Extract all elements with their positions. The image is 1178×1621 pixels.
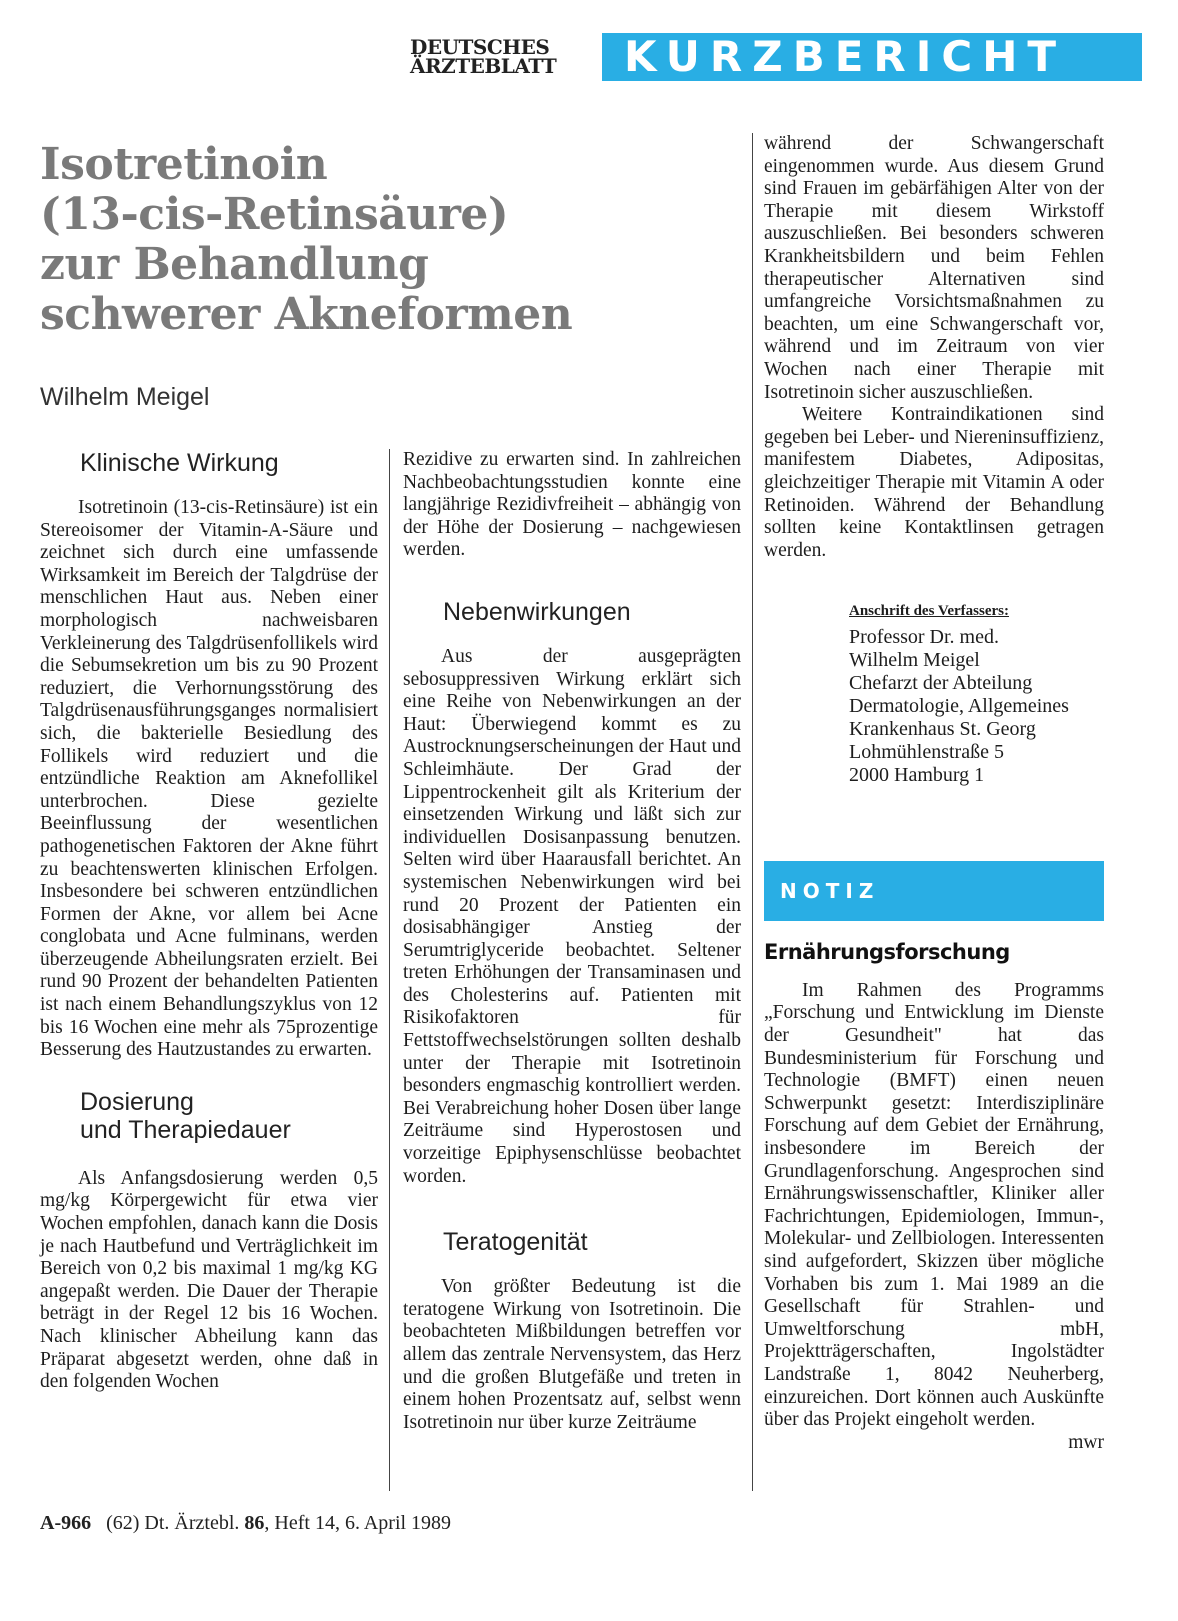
address-line: Dermatologie, Allgemeines: [849, 695, 1069, 718]
body-paragraph: Als Anfangsdosierung werden 0,5 mg/kg Körpergewicht für etwa vier Wochen empfohlen, danach kann die Dosis je nach Hautbefund und Verträglichkeit im Bereich von 0,2 bis maximal 1 mg/kg KG angepaßt werden. Die Dauer der Therapie beträgt in der Regel 12 bis 16 Wochen. Nach klinischer Abheilung kann das Präparat abgesetzt werden, ohne daß in den folgenden Wochen: [40, 1167, 378, 1393]
body-paragraph: während der Schwangerschaft eingenommen wurde. Aus diesem Grund sind Frauen im gebärfähigen Alter von der Therapie mit diesem Wirkstoff auszuschließen. Bei besonders schweren Krankheitsbildern und beim Fehlen therapeutischer Alternativen sind umfangreiche Vorsichtsmaßnahmen zu beachten, um eine Schwangerschaft vor, während und im Zeitraum von vier Wochen nach einer Therapie mit Isotretinoin sicher auszuschließen.: [764, 133, 1104, 403]
notiz-body: Im Rahmen des Programms „Forschung und Entwicklung im Dienste der Gesundheit" hat das Bundesministerium für Forschung und Technologie (BMFT) einen neuen Schwerpunkt gesetzt: Interdisziplinäre Forschung auf dem Gebiet der Ernährung, insbesondere im Bereich der Grundlagenforschung. Angesprochen sind Ernährungswissenschaftler, Kliniker aller Fachrichtungen, Epidemiologen, Immun-, Molekular- und Zellbiologen. Interessenten sind aufgefordert, Skizzen über mögliche Vorhaben bis zum 1. Mai 1989 an die Gesellschaft für Strahlen- und Umweltforschung mbH, Projektträgerschaften, Ingolstädter Landstraße 1, 8042 Neuherberg, einzureichen. Dort können auch Auskünfte über das Projekt eingeholt werden.: [764, 979, 1104, 1431]
page-footer: [40, 1512, 451, 1535]
address-line: Lohmühlenstraße 5: [849, 741, 1004, 764]
article-title: [40, 140, 680, 340]
journal-masthead: [410, 35, 580, 78]
title-line: zur Behandlung: [40, 239, 429, 290]
title-line: (13-cis-Retinsäure): [40, 189, 509, 240]
address-line: Professor Dr. med.: [849, 626, 999, 649]
article-author: Wilhelm Meigel: [40, 383, 210, 411]
section-heading: Nebenwirkungen: [443, 597, 631, 626]
address-line: Chefarzt der Abteilung: [849, 672, 1033, 695]
body-paragraph: Isotretinoin (13-cis-Retinsäure) ist ein Stereoisomer der Vitamin-A-Säure und zeichnet sich durch eine umfassende Wirksamkeit im Bereich der Talgdrüse der menschlichen Haut aus. Neben einer morphologisch nachweisbaren Verkleinerung des Talgdrüsenfollikels wird die Sebumsekretion um bis zu 90 Prozent reduziert, die Verhornungsstörung des Talgdrüsenausführungsganges normalisiert sich, die bakterielle Besiedlung des Follikels wird reduziert und die entzündliche Reaktion am Aknefollikel unterbrochen. Diese gezielte Beeinflussung der wesentlichen pathogenetischen Faktoren der Akne führt zu beachtenswerten klinischen Erfolgen. Insbesondere bei schweren entzündlichen Formen der Akne, vor allem bei Acne conglobata und Acne fulminans, werden überzeugende Abheilungsraten erzielt. Bei rund 90 Prozent der behandelten Patienten ist nach einem Behandlungszyklus von 12 bis 16 Wochen eine mehr als 75prozentige Besserung des Hautzustandes zu erwarten.: [40, 497, 378, 1061]
column-divider: [389, 449, 390, 1491]
address-line: 2000 Hamburg 1: [849, 764, 985, 787]
citation-issue: , Heft 14, 6. April 1989: [264, 1512, 452, 1534]
masthead-line-2: ÄRZTEBLATT: [410, 54, 557, 78]
author-address: [849, 626, 1104, 787]
column-2: [403, 449, 741, 1434]
address-line: Krankenhaus St. Georg: [849, 718, 1036, 741]
citation-volume: 86: [244, 1512, 265, 1534]
address-line: Wilhelm Meigel: [849, 649, 980, 672]
title-line: schwerer Akneformen: [40, 289, 573, 340]
column-1: [40, 449, 378, 1394]
column-3: [764, 133, 1104, 1454]
masthead-line-1: DEUTSCHES: [410, 35, 550, 59]
section-banner: KURZBERICHT: [602, 33, 1142, 81]
notiz-signature: mwr: [1068, 1431, 1104, 1453]
body-paragraph: Von größter Bedeutung ist die teratogene Wirkung von Isotretinoin. Die beobachteten Mißbildungen betreffen vor allem das zentrale Nervensystem, das Herz und die großen Blutgefäße und treten in einem hohen Prozentsatz auf, selbst wenn Isotretinoin nur über kurze Zeiträume: [403, 1276, 741, 1433]
notiz-title: Ernährungsforschung: [764, 940, 1010, 965]
column-divider: [752, 133, 753, 1491]
citation-source: (62) Dt. Ärztebl.: [106, 1512, 240, 1534]
title-line: Isotretinoin: [40, 139, 328, 190]
body-paragraph: Weitere Kontraindikationen sind gegeben bei Leber- und Niereninsuffizienz, manifestem Diabetes, Adipositas, gleichzeitiger Therapie mit Vitamin A oder Retinoiden. Während der Behandlung sollten keine Kontaktlinsen getragen werden.: [764, 404, 1104, 561]
notiz-banner: NOTIZ: [764, 861, 1104, 921]
section-heading: [80, 1088, 378, 1144]
body-paragraph: Rezidive zu erwarten sind. In zahlreichen Nachbeobachtungsstudien konnte eine langjährige Rezidivfreiheit – abhängig von der Höhe der Dosierung – nachgewiesen werden.: [403, 449, 741, 561]
address-label: Anschrift des Verfassers:: [849, 603, 1009, 620]
notiz-text: [764, 979, 1104, 1453]
heading-line: und Therapiedauer: [80, 1115, 291, 1144]
page-number: A-966: [40, 1512, 92, 1534]
section-heading: Teratogenität: [443, 1228, 588, 1257]
body-paragraph: Aus der ausgeprägten sebosuppressiven Wirkung erklärt sich eine Reihe von Nebenwirkungen an der Haut: Überwiegend kommt es zu Austrocknungserscheinungen der Haut und Schleimhäute. Der Grad der Lippentrockenheit gilt als Kriterium der einsetzenden Wirkung und läßt sich zur individuellen Dosisanpassung benutzen. Selten wird über Haarausfall berichtet. An systemischen Nebenwirkungen wird bei rund 20 Prozent der Patienten ein dosisabhängiger Anstieg der Serumtriglyceride beobachtet. Seltener treten Erhöhungen der Transaminasen und des Cholesterins auf. Patienten mit Risikofaktoren für Fettstoffwechselstörungen sollten deshalb unter der Therapie mit Isotretinoin besonders engmaschig kontrolliert werden. Bei Verabreichung hoher Dosen über lange Zeiträume sind Hyperostosen und vorzeitige Epiphysenschlüsse beobachtet worden.: [403, 645, 741, 1187]
heading-line: Dosierung: [80, 1087, 194, 1116]
section-heading: Klinische Wirkung: [80, 449, 279, 477]
